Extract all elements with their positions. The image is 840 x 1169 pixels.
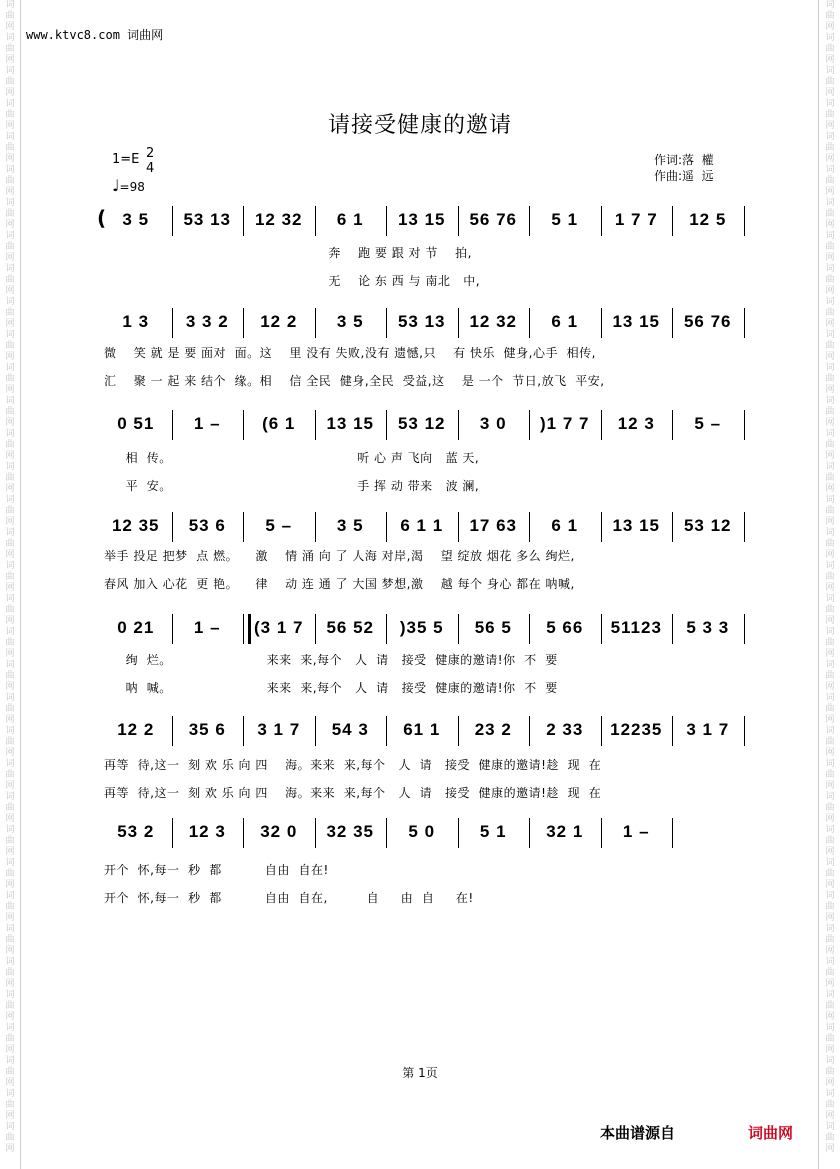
measure — [386, 510, 458, 546]
measure-notes: )35 5 — [399, 618, 444, 637]
measure — [672, 714, 744, 750]
measure-notes: 12 2 — [117, 720, 155, 739]
tempo-marking — [112, 176, 145, 195]
measure-notes: 35 6 — [188, 720, 226, 739]
measure — [672, 408, 744, 444]
measure-notes: 53 13 — [397, 312, 446, 331]
measure — [601, 714, 673, 750]
measure-notes: 53 12 — [683, 516, 732, 535]
measure-notes: 5 1 — [479, 822, 507, 841]
staff-row — [100, 816, 760, 852]
measure-notes: 12 2 — [260, 312, 298, 331]
measure-notes: 32 0 — [260, 822, 298, 841]
measure — [386, 714, 458, 750]
side-watermark-left: 词曲网词曲网词曲网词曲网词曲网词曲网词曲网词曲网词曲网词曲网词曲网词曲网词曲网词曲网词曲网词曲网词曲网词曲网词曲网词曲网词曲网词曲网词曲网词曲网词曲网词曲网词曲网词曲网词曲网词曲网词曲网词曲网词曲网词曲网词曲网 — [5, 0, 15, 1154]
measure-notes: 1 – — [193, 618, 221, 637]
measure-notes: 3 1 7 — [257, 720, 301, 739]
lyric-line: 开个 怀,每一 秒 都 自由 自在! — [104, 863, 329, 877]
measure-notes: 13 15 — [326, 414, 375, 433]
measure-notes: 53 2 — [117, 822, 155, 841]
barline — [744, 206, 745, 236]
measure — [601, 408, 673, 444]
measure-notes: 3 1 7 — [686, 720, 730, 739]
measure-notes: 3 5 — [122, 210, 150, 229]
measure — [529, 306, 601, 342]
measure — [172, 612, 244, 648]
lyric-line: 开个 怀,每一 秒 都 自由 自在, 自 由 自 在! — [104, 891, 474, 905]
measure — [386, 306, 458, 342]
lyric-line: 微 笑 就 是 要 面对 面。这 里 没有 失败,没有 遗憾,只 有 快乐 健身,心手 相传, — [104, 346, 596, 360]
measure — [100, 612, 172, 648]
measure — [386, 408, 458, 444]
measure-notes: 3 5 — [336, 312, 364, 331]
measure — [172, 714, 244, 750]
barline — [744, 308, 745, 338]
measure — [601, 306, 673, 342]
measure — [458, 306, 530, 342]
measure-notes: 13 15 — [612, 312, 661, 331]
measure-notes: (3 1 7 — [254, 618, 304, 637]
measure — [315, 612, 387, 648]
measure-notes: 3 0 — [479, 414, 507, 433]
measure — [243, 510, 315, 546]
site-url[interactable]: www.ktvc8.com — [26, 28, 120, 42]
staff-row — [100, 612, 760, 648]
measure-notes: 23 2 — [474, 720, 512, 739]
source-label: 本曲谱源自 — [600, 1124, 676, 1142]
measure — [529, 612, 601, 648]
measure — [315, 204, 387, 240]
measure-notes: 6 1 — [551, 516, 579, 535]
measure — [243, 408, 315, 444]
measure — [315, 306, 387, 342]
lyric-line: 无 论 东 西 与 南北 中, — [104, 274, 481, 288]
measure — [458, 510, 530, 546]
measure — [386, 612, 458, 648]
key-signature: 1=E — [112, 152, 140, 167]
measure — [529, 816, 601, 852]
composer: 作曲:遥 远 — [654, 169, 714, 183]
barline — [744, 410, 745, 440]
barline — [672, 818, 673, 848]
measure-notes: 56 76 — [683, 312, 732, 331]
barline — [744, 614, 745, 644]
tempo-value: =98 — [119, 180, 145, 194]
measure — [458, 408, 530, 444]
measure — [243, 612, 315, 648]
staff-row — [100, 306, 760, 342]
measure-notes: 12 3 — [188, 822, 226, 841]
measure-notes: 1 – — [622, 822, 650, 841]
measure-notes: 6 1 1 — [400, 516, 444, 535]
measure — [386, 204, 458, 240]
source-brand-link[interactable]: 词曲网 — [748, 1124, 794, 1142]
measure — [529, 510, 601, 546]
measure — [529, 204, 601, 240]
measure-notes: 1 – — [193, 414, 221, 433]
quarter-note-icon: ♩ — [112, 176, 120, 195]
measure — [100, 816, 172, 852]
measure-notes: 13 15 — [612, 516, 661, 535]
measure-notes: 53 6 — [188, 516, 226, 535]
measure-notes: (6 1 — [262, 414, 296, 433]
measure-notes: 6 1 — [551, 312, 579, 331]
measure-notes: 6 1 — [336, 210, 364, 229]
staff-row — [100, 714, 760, 750]
measure-notes: 13 15 — [397, 210, 446, 229]
measure — [100, 306, 172, 342]
measure-notes: 5 1 — [551, 210, 579, 229]
side-watermark-right: 词曲网词曲网词曲网词曲网词曲网词曲网词曲网词曲网词曲网词曲网词曲网词曲网词曲网词曲网词曲网词曲网词曲网词曲网词曲网词曲网词曲网词曲网词曲网词曲网词曲网词曲网词曲网词曲网词曲网词曲网词曲网词曲网词曲网词曲网词曲网 — [825, 0, 835, 1154]
measure-notes: 3 3 2 — [185, 312, 229, 331]
measure — [172, 816, 244, 852]
measure — [601, 204, 673, 240]
measure-notes: 56 5 — [474, 618, 512, 637]
measure — [100, 510, 172, 546]
measure-notes: 1 3 — [122, 312, 150, 331]
measure — [529, 714, 601, 750]
lyric-line: 平 安。 手 挥 动 带来 波 澜, — [104, 479, 480, 493]
measure-notes: 17 63 — [469, 516, 518, 535]
measure-notes: 51123 — [610, 618, 662, 637]
measure-notes: 2 33 — [546, 720, 584, 739]
lyric-line: 汇 聚 一 起 来 结个 缘。相 信 全民 健身,全民 受益,这 是 一个 节日,放飞 平安, — [104, 374, 605, 388]
time-signature-top: 2 — [146, 146, 155, 161]
lyric-line: 相 传。 听 心 声 飞向 蓝 天, — [104, 451, 480, 465]
measure — [100, 204, 172, 240]
credits — [654, 152, 714, 184]
site-header — [26, 26, 163, 43]
measure — [672, 204, 744, 240]
measure — [386, 816, 458, 852]
barline — [744, 512, 745, 542]
page-number: 第 1页 — [402, 1066, 438, 1080]
intro-paren: ( — [97, 206, 107, 230]
measure — [315, 816, 387, 852]
lyric-line: 再等 待,这一 刻 欢 乐 向 四 海。来来 来,每个 人 请 接受 健康的邀请!趁 现 在 — [104, 786, 602, 800]
staff-row — [100, 510, 760, 546]
lyric-line: 春风 加入 心花 更 艳。 律 动 连 通 了 大国 梦想,激 越 每个 身心 都在 呐喊, — [104, 577, 575, 591]
measure-notes: )1 7 7 — [540, 414, 590, 433]
measure-notes: 0 21 — [117, 618, 155, 637]
measure — [172, 408, 244, 444]
measure — [601, 816, 673, 852]
measure — [243, 816, 315, 852]
measure — [458, 204, 530, 240]
time-signature-bottom: 4 — [146, 161, 155, 176]
measure — [315, 408, 387, 444]
measure — [243, 204, 315, 240]
measure-notes: 5 0 — [408, 822, 436, 841]
measure — [100, 408, 172, 444]
time-signature — [146, 146, 154, 176]
measure-notes: 12 32 — [254, 210, 303, 229]
measure — [672, 612, 744, 648]
measure — [458, 612, 530, 648]
measure-notes: 12 32 — [469, 312, 518, 331]
measure-notes: 0 51 — [117, 414, 155, 433]
lyric-line: 举手 投足 把梦 点 燃。 激 情 涌 向 了 人海 对岸,渴 望 绽放 烟花 多么 绚烂, — [104, 549, 575, 563]
measure — [601, 510, 673, 546]
measure — [172, 306, 244, 342]
measure — [172, 204, 244, 240]
barline — [744, 716, 745, 746]
song-title: 请接受健康的邀请 — [327, 113, 512, 138]
measure-notes: 56 76 — [469, 210, 518, 229]
measure-notes: 32 35 — [326, 822, 375, 841]
measure-notes: 12 5 — [689, 210, 727, 229]
measure — [172, 510, 244, 546]
measure-notes: 5 – — [265, 516, 293, 535]
measure-notes: 5 3 3 — [686, 618, 730, 637]
measure-notes: 61 1 — [403, 720, 441, 739]
measure-notes: 12 3 — [617, 414, 655, 433]
measure-notes: 3 5 — [336, 516, 364, 535]
measure — [315, 714, 387, 750]
measure — [458, 816, 530, 852]
staff-row — [100, 408, 760, 444]
lyric-line: 奔 跑 要 跟 对 节 拍, — [104, 246, 472, 260]
measure-notes: 5 66 — [546, 618, 584, 637]
measure — [672, 306, 744, 342]
lyric-line: 再等 待,这一 刻 欢 乐 向 四 海。来来 来,每个 人 请 接受 健康的邀请!趁 现 在 — [104, 758, 602, 772]
measure — [243, 306, 315, 342]
lyricist: 作词:落 權 — [654, 153, 714, 167]
site-name: 词曲网 — [127, 28, 164, 42]
measure — [243, 714, 315, 750]
measure-notes: 54 3 — [331, 720, 369, 739]
measure-notes: 53 13 — [183, 210, 232, 229]
measure-notes: 32 1 — [546, 822, 584, 841]
measure — [601, 612, 673, 648]
measure-notes: 53 12 — [397, 414, 446, 433]
measure — [315, 510, 387, 546]
measure — [100, 714, 172, 750]
measure-notes: 12235 — [610, 720, 663, 739]
measure-notes: 5 – — [694, 414, 722, 433]
lyric-line: 呐 喊。 来来 来,每个 人 请 接受 健康的邀请!你 不 要 — [104, 681, 558, 695]
measure — [672, 510, 744, 546]
measure-notes: 1 7 7 — [614, 210, 658, 229]
measure-notes: 12 35 — [111, 516, 160, 535]
staff-row — [97, 204, 760, 240]
measure-notes: 56 52 — [326, 618, 375, 637]
measure — [458, 714, 530, 750]
measure — [529, 408, 601, 444]
lyric-line: 绚 烂。 来来 来,每个 人 请 接受 健康的邀请!你 不 要 — [104, 653, 558, 667]
